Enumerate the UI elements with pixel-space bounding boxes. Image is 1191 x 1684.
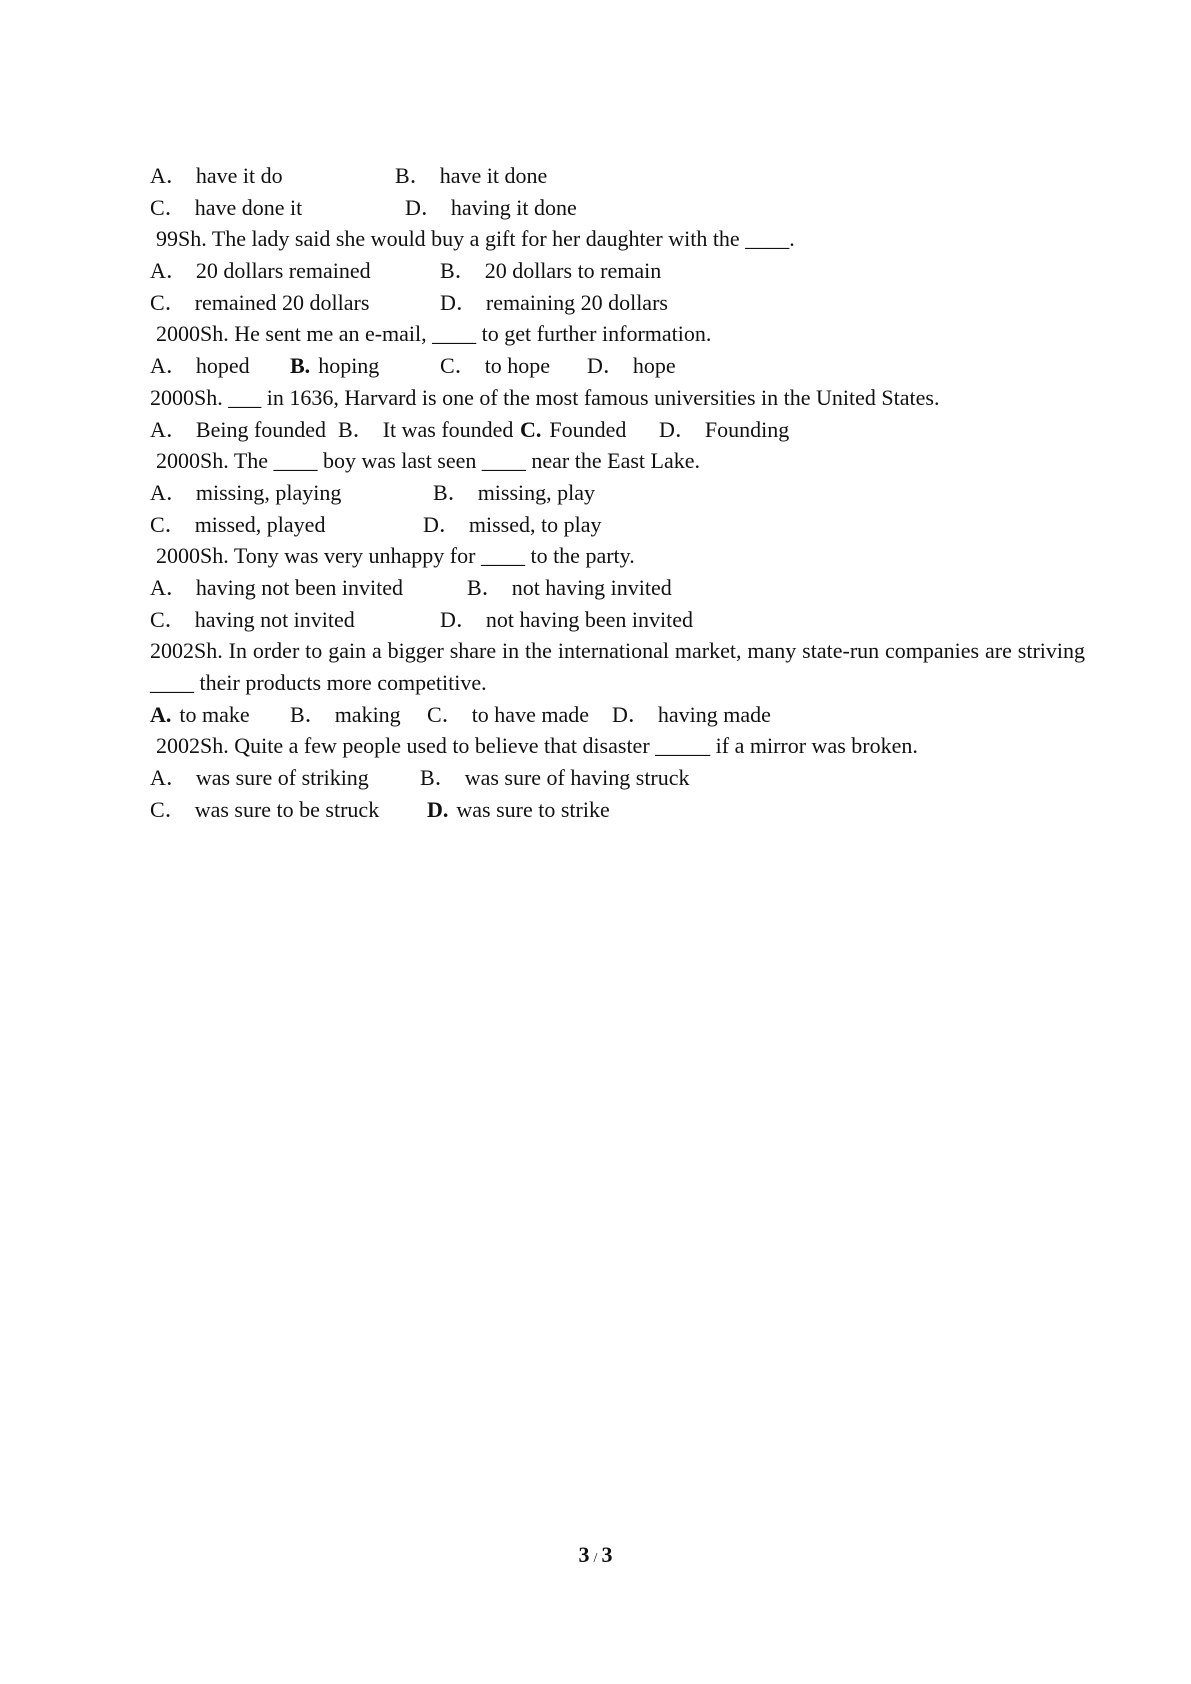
question-text: 2000Sh. ___ in 1636, Harvard is one of the most famous universities in the United States.: [150, 384, 940, 410]
answer-option: [440, 287, 668, 319]
option-text: having it done: [450, 194, 577, 220]
options-row: [150, 762, 1085, 794]
answer-option: [150, 350, 250, 382]
option-letter: A．: [150, 574, 188, 600]
option-text: was sure of striking: [195, 765, 369, 791]
answer-option: [587, 350, 676, 382]
option-letter: B．: [440, 258, 477, 284]
option-text: missing, play: [477, 479, 596, 505]
question-text: 2002Sh. In order to gain a bigger share in the international market, many state-run companies are striving ____ their products more competitive.: [150, 638, 1085, 696]
option-text: not having invited: [511, 574, 672, 600]
option-letter: D．: [587, 353, 625, 379]
option-letter: D．: [440, 606, 478, 632]
option-letter: D．: [440, 289, 478, 315]
answer-option: [659, 414, 789, 446]
option-letter: A．: [150, 258, 188, 284]
page-number: [0, 1542, 1191, 1568]
option-text: making: [334, 701, 401, 727]
answer-option: [405, 192, 577, 224]
option-letter: A.: [150, 701, 172, 727]
option-text: hoping: [318, 353, 380, 379]
answer-option: [150, 509, 325, 541]
option-letter: C．: [150, 194, 187, 220]
answer-option: [520, 414, 626, 446]
option-letter: B．: [290, 701, 327, 727]
option-text: 20 dollars remained: [195, 258, 371, 284]
answer-option: [150, 604, 355, 636]
option-text: Founded: [549, 416, 627, 442]
option-letter: A．: [150, 163, 188, 188]
answer-option: [338, 414, 513, 446]
answer-option: [150, 762, 369, 794]
option-text: hope: [632, 353, 676, 379]
answer-option: [440, 604, 693, 636]
option-text: Being founded: [195, 416, 327, 442]
option-text: missed, played: [194, 511, 326, 537]
option-letter: A．: [150, 765, 188, 791]
option-text: missed, to play: [468, 511, 602, 537]
option-text: having not invited: [194, 606, 355, 632]
answer-option: [420, 762, 690, 794]
answer-option: [150, 572, 403, 604]
option-letter: C．: [427, 701, 464, 727]
option-letter: C.: [520, 416, 542, 442]
answer-option: [427, 699, 589, 731]
option-text: remaining 20 dollars: [485, 289, 668, 315]
option-text: to hope: [484, 353, 551, 379]
answer-option: [150, 160, 283, 192]
option-letter: B．: [338, 416, 375, 442]
document-body: [150, 160, 1085, 825]
answer-option: [150, 255, 371, 287]
options-row: [150, 477, 1085, 509]
option-text: 20 dollars to remain: [484, 258, 662, 284]
option-text: It was founded: [382, 416, 514, 442]
answer-option: [150, 192, 302, 224]
options-row: [150, 572, 1085, 604]
option-letter: D.: [427, 796, 449, 822]
option-text: have done it: [194, 194, 303, 220]
option-letter: A．: [150, 353, 188, 379]
option-letter: B.: [290, 353, 311, 379]
option-text: Founding: [704, 416, 790, 442]
answer-option: [290, 350, 379, 382]
answer-option: [440, 255, 661, 287]
page-current: 3: [578, 1542, 590, 1567]
option-text: was sure to strike: [456, 796, 610, 822]
answer-option: [290, 699, 401, 731]
option-text: having made: [657, 701, 771, 727]
option-letter: D．: [659, 416, 697, 442]
question-text: 2000Sh. He sent me an e-mail, ____ to get further information.: [156, 321, 712, 347]
option-text: having not been invited: [195, 574, 404, 600]
options-row: [150, 160, 1085, 192]
answer-option: [440, 350, 550, 382]
answer-option: [150, 794, 379, 826]
answer-option: [427, 794, 610, 826]
answer-option: [150, 477, 341, 509]
option-letter: A．: [150, 416, 188, 442]
page-separator: /: [593, 1551, 598, 1566]
option-letter: A．: [150, 479, 188, 505]
option-letter: C．: [150, 606, 187, 632]
option-text: remained 20 dollars: [194, 289, 370, 315]
answer-option: [395, 160, 547, 192]
options-row: [150, 287, 1085, 319]
question-text: 99Sh. The lady said she would buy a gift for her daughter with the ____.: [156, 226, 795, 252]
option-letter: C．: [150, 289, 187, 315]
options-row: [150, 350, 1085, 382]
option-letter: B．: [467, 574, 504, 600]
options-row: [150, 699, 1085, 731]
answer-option: [423, 509, 602, 541]
option-letter: D．: [612, 701, 650, 727]
question-text: 2002Sh. Quite a few people used to believe that disaster _____ if a mirror was broken.: [156, 733, 918, 759]
option-letter: C．: [440, 353, 477, 379]
option-text: have it done: [439, 163, 548, 188]
option-text: hoped: [195, 353, 250, 379]
options-row: [150, 604, 1085, 636]
option-text: to have made: [471, 701, 589, 727]
question-text: 2000Sh. Tony was very unhappy for ____ to the party.: [156, 543, 635, 569]
option-text: have it do: [195, 163, 283, 188]
option-text: not having been invited: [485, 606, 694, 632]
question-text: 2000Sh. The ____ boy was last seen ____ near the East Lake.: [156, 448, 700, 474]
answer-option: [150, 287, 369, 319]
answer-option: [150, 699, 250, 731]
options-row: [150, 255, 1085, 287]
answer-option: [467, 572, 672, 604]
options-row: [150, 414, 1085, 446]
option-text: to make: [179, 701, 250, 727]
option-letter: D．: [423, 511, 461, 537]
answer-option: [612, 699, 771, 731]
option-letter: B．: [433, 479, 470, 505]
option-letter: C．: [150, 796, 187, 822]
option-letter: B．: [395, 163, 432, 188]
answer-option: [150, 414, 326, 446]
option-letter: B．: [420, 765, 457, 791]
option-text: was sure to be struck: [194, 796, 380, 822]
page-total: 3: [601, 1542, 613, 1567]
option-letter: D．: [405, 194, 443, 220]
option-text: was sure of having struck: [464, 765, 690, 791]
options-row: [150, 509, 1085, 541]
option-letter: C．: [150, 511, 187, 537]
options-row: [150, 192, 1085, 224]
options-row: [150, 794, 1085, 826]
option-text: missing, playing: [195, 479, 342, 505]
answer-option: [433, 477, 595, 509]
